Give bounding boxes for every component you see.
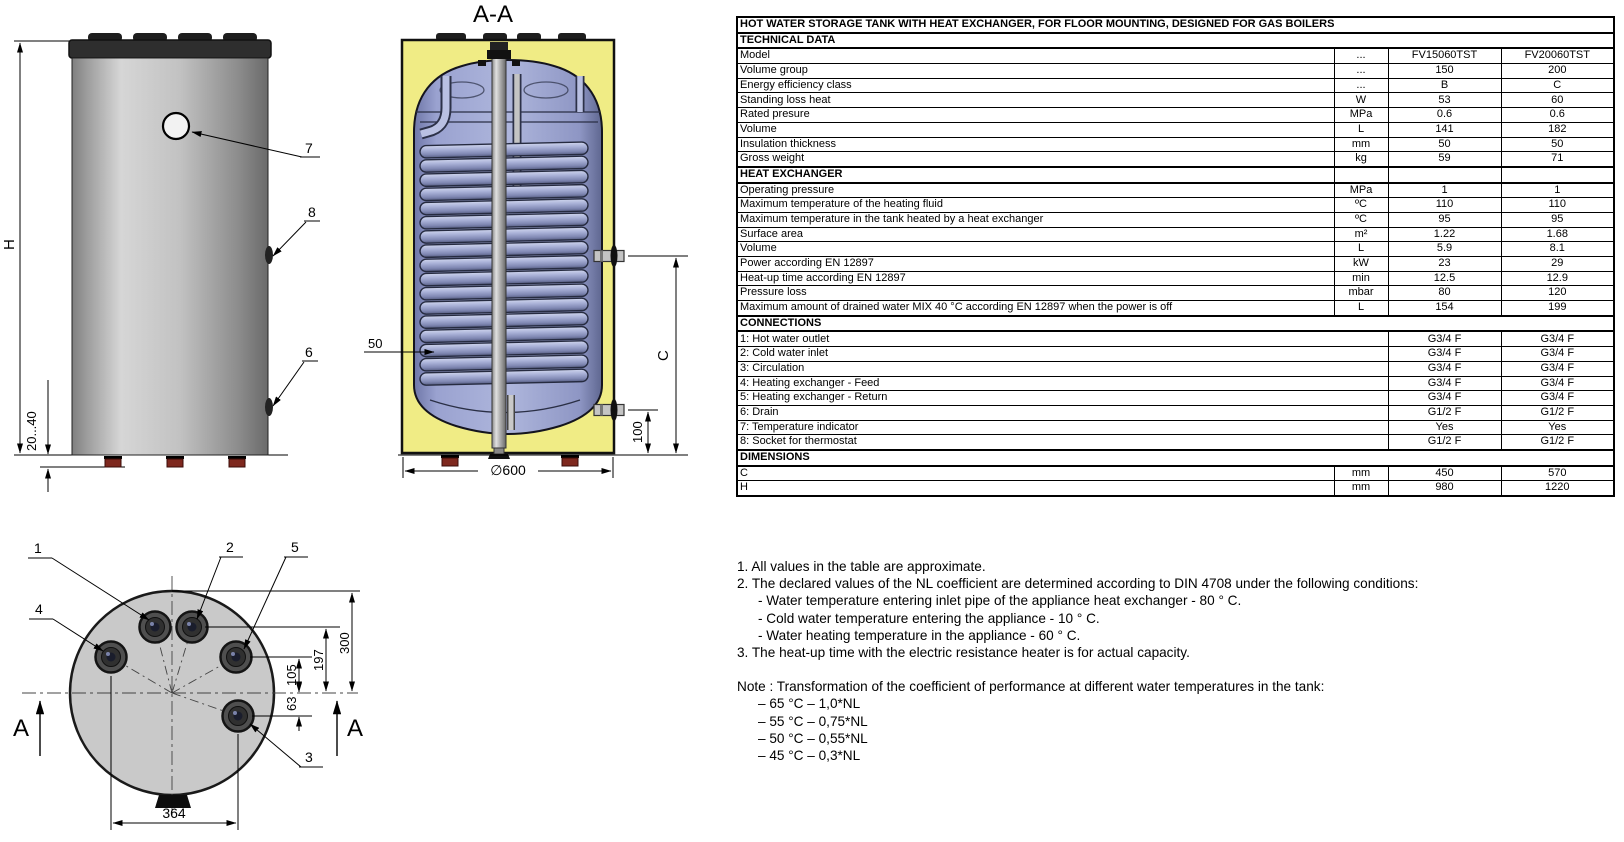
table-row [737, 481, 1614, 496]
table-row [737, 301, 1614, 316]
cell-parameter: 1: Hot water outlet [737, 331, 1388, 346]
note-line: – 55 °C – 0,75*NL [758, 713, 868, 729]
drain-stub [265, 398, 273, 416]
section-header: TECHNICAL DATA [737, 33, 1614, 49]
tank-top-cover [69, 40, 271, 58]
cell-parameter: 3: Circulation [737, 361, 1388, 376]
port-5 [221, 642, 252, 673]
cell-parameter: Model [737, 48, 1334, 63]
table-row [737, 108, 1614, 123]
dim-197-label: 197 [311, 649, 326, 671]
section-marker-a-left: A [13, 715, 30, 742]
cell-unit: ... [1334, 48, 1388, 63]
section-view-drawing [358, 0, 693, 495]
cell-value-fv20060tst: 12.9 [1501, 271, 1614, 286]
insulation-dim-label: 50 [368, 336, 383, 351]
port-2 [177, 612, 208, 643]
cell-parameter: Pressure loss [737, 286, 1334, 301]
cell-value-fv20060tst: 95 [1501, 212, 1614, 227]
thermostat-socket-stub [265, 246, 273, 264]
cell-value-fv20060tst: 570 [1501, 466, 1614, 481]
dim-364-label: 364 [162, 805, 186, 821]
cell-value-fv15060tst: 0.6 [1388, 108, 1501, 123]
cell-unit: W [1334, 93, 1388, 108]
cell-value-fv15060tst: 80 [1388, 286, 1501, 301]
note-line: 1. All values in the table are approximate. [737, 559, 986, 574]
cell-value-fv20060tst: G3/4 F [1501, 331, 1614, 346]
port-5-label: 5 [291, 539, 299, 555]
cell-parameter: 5: Heating exchanger - Return [737, 391, 1388, 406]
cell-value-fv20060tst: FV20060TST [1501, 48, 1614, 63]
table-row [737, 242, 1614, 257]
cell-value-fv15060tst: G3/4 F [1388, 347, 1501, 362]
cell-value-fv15060tst: G3/4 F [1388, 391, 1501, 406]
cell-value-fv15060tst: 154 [1388, 301, 1501, 316]
cell-value-fv15060tst: G3/4 F [1388, 331, 1501, 346]
cell-value-fv20060tst: 50 [1501, 137, 1614, 152]
table-row [737, 64, 1614, 79]
cell-value-fv20060tst: 1 [1501, 183, 1614, 198]
note-line: - Water temperature entering inlet pipe of the appliance heat exchanger - 80 ° C. [758, 593, 1242, 609]
dim-100-label: 100 [630, 421, 645, 443]
cell-value-fv15060tst: G3/4 F [1388, 361, 1501, 376]
cell-parameter: Maximum amount of drained water MIX 40 °C according EN 12897 when the power is off [737, 301, 1334, 316]
cell-unit: ... [1334, 78, 1388, 93]
section-header-row [737, 316, 1614, 332]
cell-value-fv15060tst: 95 [1388, 212, 1501, 227]
cell-unit: kW [1334, 257, 1388, 272]
table-row [737, 376, 1614, 391]
cell-parameter: C [737, 466, 1334, 481]
cell-value-fv20060tst: 182 [1501, 122, 1614, 137]
section-header-row [737, 450, 1614, 466]
table-row [737, 227, 1614, 242]
section-header-row [737, 33, 1614, 49]
cell-value-fv20060tst: G1/2 F [1501, 405, 1614, 420]
empty-cell [1334, 167, 1388, 183]
cell-value-fv20060tst: 29 [1501, 257, 1614, 272]
spec-table [736, 16, 1615, 497]
cell-parameter: Volume [737, 122, 1334, 137]
table-row [737, 466, 1614, 481]
cell-value-fv20060tst: G3/4 F [1501, 391, 1614, 406]
port-8-label: 8 [308, 204, 316, 220]
cell-value-fv20060tst: Yes [1501, 420, 1614, 435]
temperature-indicator-port [163, 113, 189, 139]
cell-value-fv15060tst: 50 [1388, 137, 1501, 152]
h-dim-label: H [1, 239, 18, 250]
port-1-label: 1 [34, 540, 42, 556]
cell-value-fv15060tst: 450 [1388, 466, 1501, 481]
port-3-label: 3 [305, 749, 313, 765]
cell-parameter: 7: Temperature indicator [737, 420, 1388, 435]
note-line: – 65 °C – 1,0*NL [758, 696, 861, 712]
table-row [737, 122, 1614, 137]
cell-value-fv15060tst: 150 [1388, 64, 1501, 79]
table-row [737, 198, 1614, 213]
cell-parameter: Surface area [737, 227, 1334, 242]
notes-block [737, 558, 1607, 764]
section-header: HEAT EXCHANGER [737, 167, 1334, 183]
cell-parameter: Insulation thickness [737, 137, 1334, 152]
cell-parameter: Gross weight [737, 152, 1334, 167]
port-3 [223, 701, 254, 732]
cell-value-fv20060tst: 71 [1501, 152, 1614, 167]
cell-parameter: Heat-up time according EN 12897 [737, 271, 1334, 286]
cell-parameter: Operating pressure [737, 183, 1334, 198]
cell-parameter: Volume [737, 242, 1334, 257]
table-title: HOT WATER STORAGE TANK WITH HEAT EXCHANGER, FOR FLOOR MOUNTING, DESIGNED FOR GAS BOILERS [737, 17, 1614, 33]
front-view-drawing [0, 14, 355, 494]
table-row [737, 361, 1614, 376]
port-2-label: 2 [226, 539, 234, 555]
cell-value-fv15060tst: G3/4 F [1388, 376, 1501, 391]
cell-value-fv15060tst: 59 [1388, 152, 1501, 167]
c-dim-label: C [655, 350, 672, 361]
cell-unit: mbar [1334, 286, 1388, 301]
empty-cell [1388, 167, 1501, 183]
cell-value-fv20060tst: 120 [1501, 286, 1614, 301]
note-line: 2. The declared values of the NL coefficient are determined according to DIN 4708 under the following conditions: [737, 576, 1419, 592]
cell-value-fv20060tst: 1.68 [1501, 227, 1614, 242]
cell-parameter: Volume group [737, 64, 1334, 79]
table-row [737, 183, 1614, 198]
cell-value-fv20060tst: 110 [1501, 198, 1614, 213]
dim-105-label: 105 [284, 664, 299, 686]
cell-value-fv15060tst: 110 [1388, 198, 1501, 213]
note-line: – 50 °C – 0,55*NL [758, 730, 868, 746]
cell-parameter: Standing loss heat [737, 93, 1334, 108]
cell-unit: mm [1334, 137, 1388, 152]
cell-parameter: Maximum temperature in the tank heated by a heat exchanger [737, 212, 1334, 227]
cell-value-fv15060tst: 980 [1388, 481, 1501, 496]
table-row [737, 347, 1614, 362]
table-row [737, 391, 1614, 406]
table-row [737, 137, 1614, 152]
section-header: DIMENSIONS [737, 450, 1614, 466]
note-line: 3. The heat-up time with the electric resistance heater is for actual capacity. [737, 645, 1190, 661]
cell-value-fv15060tst: G1/2 F [1388, 435, 1501, 450]
cell-value-fv20060tst: 0.6 [1501, 108, 1614, 123]
tank-feet [104, 456, 246, 467]
cell-parameter: Energy efficiency class [737, 78, 1334, 93]
cell-parameter: Maximum temperature of the heating fluid [737, 198, 1334, 213]
cell-value-fv15060tst: B [1388, 78, 1501, 93]
cell-value-fv20060tst: 199 [1501, 301, 1614, 316]
table-row [737, 152, 1614, 167]
port-4 [96, 642, 127, 673]
table-row [737, 271, 1614, 286]
cell-value-fv15060tst: FV15060TST [1388, 48, 1501, 63]
cell-value-fv20060tst: G1/2 F [1501, 435, 1614, 450]
cell-unit: ... [1334, 64, 1388, 79]
cell-parameter: 4: Heating exchanger - Feed [737, 376, 1388, 391]
table-row [737, 257, 1614, 272]
cell-unit: MPa [1334, 108, 1388, 123]
table-row [737, 212, 1614, 227]
cell-unit: m² [1334, 227, 1388, 242]
section-title: A-A [472, 1, 514, 28]
table-row [737, 331, 1614, 346]
cell-value-fv20060tst: G3/4 F [1501, 347, 1614, 362]
cell-value-fv15060tst: 141 [1388, 122, 1501, 137]
cell-value-fv15060tst: G1/2 F [1388, 405, 1501, 420]
cell-value-fv15060tst: 23 [1388, 257, 1501, 272]
cell-parameter: Rated presure [737, 108, 1334, 123]
feet-range-label: 20...40 [24, 411, 39, 451]
port-6-label: 6 [305, 344, 313, 360]
cell-unit: MPa [1334, 183, 1388, 198]
cell-value-fv15060tst: 1 [1388, 183, 1501, 198]
port-7-label: 7 [305, 140, 313, 156]
numbered-notes [737, 558, 1607, 661]
cell-value-fv20060tst: G3/4 F [1501, 361, 1614, 376]
section-header-row [737, 167, 1614, 183]
cell-value-fv20060tst: G3/4 F [1501, 376, 1614, 391]
cell-parameter: H [737, 481, 1334, 496]
cell-unit: ºC [1334, 198, 1388, 213]
empty-cell [1501, 167, 1614, 183]
cell-unit: kg [1334, 152, 1388, 167]
table-row [737, 48, 1614, 63]
section-header: CONNECTIONS [737, 316, 1614, 332]
cell-unit: L [1334, 301, 1388, 316]
cell-parameter: 6: Drain [737, 405, 1388, 420]
cell-unit: L [1334, 242, 1388, 257]
cell-value-fv20060tst: 1220 [1501, 481, 1614, 496]
table-row [737, 435, 1614, 450]
table-row [737, 286, 1614, 301]
note-line: - Water heating temperature in the appliance - 60 ° C. [758, 627, 1081, 643]
cell-unit: ºC [1334, 212, 1388, 227]
cell-parameter: 2: Cold water inlet [737, 347, 1388, 362]
cell-value-fv20060tst: 200 [1501, 64, 1614, 79]
table-row [737, 420, 1614, 435]
cell-value-fv15060tst: 53 [1388, 93, 1501, 108]
cell-value-fv15060tst: 5.9 [1388, 242, 1501, 257]
diameter-label: ∅600 [490, 462, 526, 478]
nl-coefficient-note [737, 678, 1607, 764]
cell-value-fv20060tst: 8.1 [1501, 242, 1614, 257]
cell-parameter: Power according EN 12897 [737, 257, 1334, 272]
cell-value-fv15060tst: 1.22 [1388, 227, 1501, 242]
section-marker-a-right: A [347, 715, 364, 742]
dim-63-label: 63 [284, 696, 299, 711]
table-row [737, 405, 1614, 420]
port-1 [140, 612, 171, 643]
cell-value-fv20060tst: 60 [1501, 93, 1614, 108]
cell-unit: mm [1334, 481, 1388, 496]
cell-value-fv15060tst: 12.5 [1388, 271, 1501, 286]
bottom-view-drawing [0, 520, 380, 842]
cell-value-fv15060tst: Yes [1388, 420, 1501, 435]
note-line: - Cold water temperature entering the appliance - 10 ° C. [758, 610, 1100, 626]
table-row [737, 78, 1614, 93]
dim-300-label: 300 [337, 632, 352, 654]
port-4-label: 4 [35, 601, 43, 617]
cell-unit: L [1334, 122, 1388, 137]
cell-value-fv20060tst: C [1501, 78, 1614, 93]
note-line: Note : Transformation of the coefficient of performance at different water temperatures in the tank: [737, 679, 1325, 695]
note-line: – 45 °C – 0,3*NL [758, 748, 861, 764]
cell-unit: min [1334, 271, 1388, 286]
table-row [737, 93, 1614, 108]
table-title-row [737, 17, 1614, 33]
cell-parameter: 8: Socket for thermostat [737, 435, 1388, 450]
cell-unit: mm [1334, 466, 1388, 481]
